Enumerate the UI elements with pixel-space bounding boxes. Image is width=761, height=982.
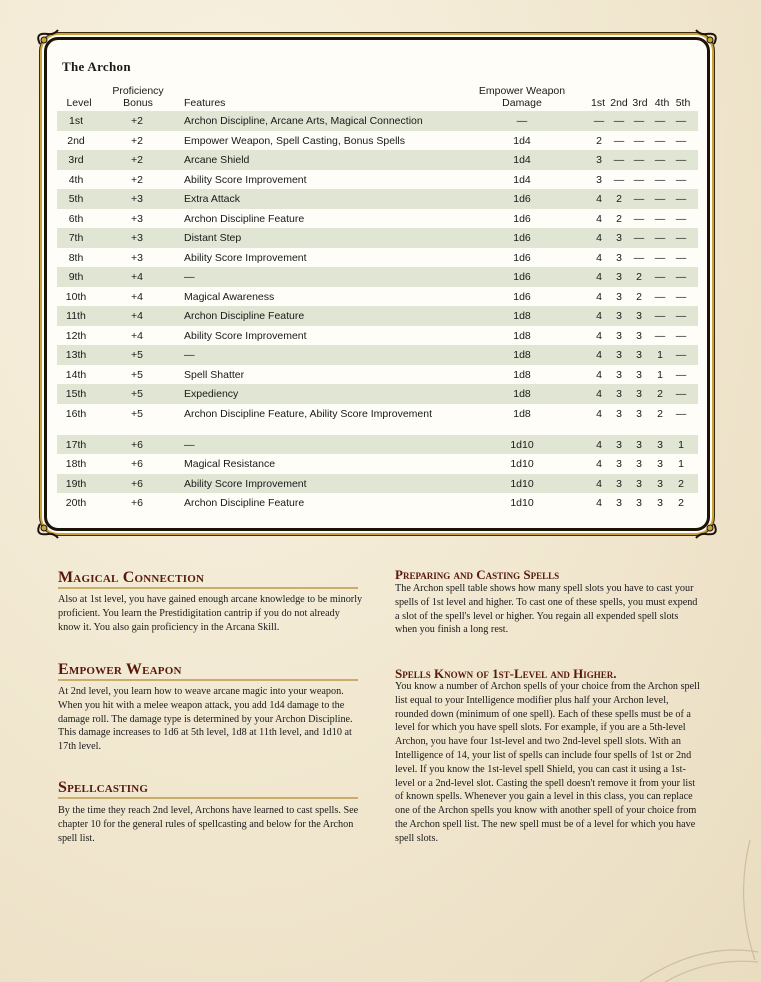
proficiency-cell: +3: [131, 251, 143, 264]
features-cell: Ability Score Improvement: [184, 329, 307, 342]
spells-known-text: You know a number of Archon spells of your choice from the Archon spell list equal to your Intelligence modifier plus half your Archon level, rounded down (minimum of one spell). Each of these spells must be of a level for which you have spell slots. For example, if you are a 5th-level Archon, you have four 1st-level and two 2nd-level spell slots. With an Intelligence of 14, your list of spells can include four spells of 1st or 2nd level. If you know the 1st-level spell Shield, you can cast it using a 1st-level or a 2nd-level slot. Casting the spell doesn't remove it from your list of known spells. Whenever you gain a level in this class, you can replace one of the Archon spells you know with another spell of your choice from the Archon spell list. The new spell must be of a level for which you have spell slots.: [395, 681, 700, 844]
slot-1st-cell: 4: [596, 458, 602, 470]
table-row: [57, 131, 698, 151]
table-row: [57, 345, 698, 365]
proficiency-cell: +2: [131, 173, 143, 186]
table-row: [57, 287, 698, 307]
level-cell: 17th: [65, 438, 87, 451]
damage-cell: 1d6: [513, 212, 531, 225]
damage-cell: 1d6: [513, 232, 531, 244]
slot-2nd-cell: 3: [616, 349, 622, 361]
proficiency-cell: +6: [131, 477, 143, 490]
features-cell: Extra Attack: [184, 193, 241, 205]
proficiency-cell: +5: [131, 368, 143, 381]
damage-cell: 1d8: [513, 329, 531, 342]
slot-5th-cell: —: [675, 310, 687, 322]
slot-5th-cell: —: [675, 349, 687, 361]
slot-2nd-cell: —: [613, 115, 625, 127]
level-cell: 15th: [65, 388, 87, 400]
slot-5th-cell: —: [675, 271, 687, 283]
slot-5th-cell: —: [675, 154, 687, 166]
slot-2nd-cell: —: [613, 154, 625, 166]
slot-1st-cell: 4: [596, 368, 602, 381]
level-cell: 7th: [68, 232, 84, 244]
features-cell: Archon Discipline Feature: [184, 212, 305, 225]
header-slot-1st: 1st: [590, 97, 605, 109]
slot-4th-cell: —: [654, 290, 666, 303]
slot-4th-cell: 2: [657, 388, 663, 400]
table-row: [57, 248, 698, 268]
header-slot-2nd: 2nd: [610, 97, 628, 109]
heading-rule: [58, 587, 358, 589]
damage-cell: —: [516, 115, 528, 127]
slot-3rd-cell: 3: [636, 349, 642, 361]
table-row: [57, 326, 698, 346]
header-slot-5th: 5th: [675, 97, 691, 109]
features-cell: Empower Weapon, Spell Casting, Bonus Spells: [184, 134, 406, 147]
slot-2nd-cell: 2: [616, 212, 622, 225]
damage-cell: 1d8: [513, 310, 531, 322]
slot-3rd-cell: —: [633, 115, 645, 127]
proficiency-cell: +2: [131, 154, 143, 166]
table-row: [57, 454, 698, 474]
slot-3rd-cell: 3: [636, 407, 642, 420]
proficiency-cell: +4: [131, 310, 143, 322]
slot-2nd-cell: 2: [616, 193, 622, 205]
table-title: The Archon: [62, 59, 131, 74]
damage-cell: 1d10: [510, 477, 534, 490]
damage-cell: 1d10: [510, 497, 534, 509]
slot-3rd-cell: 3: [636, 458, 642, 470]
features-cell: Ability Score Improvement: [184, 173, 307, 186]
features-cell: —: [184, 271, 195, 283]
table-row: [57, 474, 698, 494]
damage-cell: 1d8: [513, 388, 531, 400]
table-row: [57, 435, 698, 455]
slot-2nd-cell: 3: [616, 497, 622, 509]
proficiency-cell: +3: [131, 193, 143, 205]
slot-2nd-cell: 3: [616, 232, 622, 244]
slot-1st-cell: 4: [596, 407, 602, 420]
slot-1st-cell: 4: [596, 290, 602, 303]
table-row: [57, 384, 698, 404]
table-row: [57, 306, 698, 326]
slot-5th-cell: —: [675, 134, 687, 147]
slot-4th-cell: —: [654, 251, 666, 264]
proficiency-cell: +5: [131, 349, 143, 361]
slot-3rd-cell: —: [633, 134, 645, 147]
features-cell: Spell Shatter: [184, 368, 245, 381]
proficiency-cell: +6: [131, 497, 143, 509]
level-cell: 12th: [65, 329, 87, 342]
damage-cell: 1d8: [513, 407, 531, 420]
slot-3rd-cell: 3: [636, 388, 642, 400]
slot-5th-cell: —: [675, 193, 687, 205]
slot-1st-cell: 4: [596, 232, 602, 244]
damage-cell: 1d4: [513, 173, 531, 186]
slot-1st-cell: 4: [596, 477, 602, 490]
level-cell: 1st: [68, 115, 83, 127]
slot-5th-cell: —: [675, 115, 687, 127]
damage-cell: 1d6: [513, 290, 531, 303]
slot-3rd-cell: —: [633, 212, 645, 225]
proficiency-cell: +2: [131, 134, 143, 147]
slot-4th-cell: 1: [657, 349, 663, 361]
slot-4th-cell: —: [654, 329, 666, 342]
slot-5th-cell: —: [675, 368, 687, 381]
heading-spells-known: Spells Known of 1st-Level and Higher.: [395, 666, 617, 681]
features-cell: —: [184, 349, 195, 361]
features-cell: Magical Resistance: [184, 458, 276, 470]
level-cell: 18th: [65, 458, 87, 470]
level-cell: 5th: [68, 193, 84, 205]
header-level: Level: [66, 97, 92, 109]
slot-2nd-cell: —: [613, 134, 625, 147]
damage-cell: 1d4: [513, 154, 531, 166]
table-row: [57, 209, 698, 229]
features-cell: Ability Score Improvement: [184, 251, 307, 264]
slot-1st-cell: 4: [596, 438, 602, 451]
slot-5th-cell: —: [675, 290, 687, 303]
preparing-casting-text: The Archon spell table shows how many spell slots you have to cast your spells of 1st level and higher. To cast one of these spells, you must expend a slot of the spell's level or higher. You regain all expended spell slots when you finish a long rest.: [395, 583, 698, 636]
features-cell: Archon Discipline Feature, Ability Score Improvement: [184, 407, 433, 420]
slot-4th-cell: —: [654, 212, 666, 225]
slot-3rd-cell: —: [633, 193, 645, 205]
header-proficiency: [106, 85, 170, 109]
features-cell: Archon Discipline Feature: [184, 310, 305, 322]
header-slot-3rd: 3rd: [632, 97, 648, 109]
slot-5th-cell: —: [675, 251, 687, 264]
proficiency-cell: +6: [131, 458, 143, 470]
slot-1st-cell: 4: [596, 193, 602, 205]
slot-4th-cell: 1: [657, 368, 663, 381]
slot-4th-cell: —: [654, 271, 666, 283]
damage-cell: 1d8: [513, 349, 531, 361]
features-cell: Archon Discipline, Arcane Arts, Magical Connection: [184, 115, 423, 127]
level-cell: 9th: [68, 271, 84, 283]
table-row: [57, 111, 698, 131]
level-cell: 6th: [68, 212, 84, 225]
slot-4th-cell: 3: [657, 458, 663, 470]
table-row: [57, 493, 698, 513]
slot-2nd-cell: 3: [616, 368, 622, 381]
table-row: [57, 228, 698, 248]
level-cell: 13th: [65, 349, 87, 361]
level-cell: 14th: [65, 368, 87, 381]
slot-3rd-cell: —: [633, 232, 645, 244]
features-cell: Archon Discipline Feature: [184, 497, 305, 509]
features-cell: Arcane Shield: [184, 154, 250, 166]
level-cell: 2nd: [67, 134, 85, 147]
slot-2nd-cell: 3: [616, 310, 622, 322]
slot-4th-cell: —: [654, 173, 666, 186]
slot-1st-cell: 4: [596, 251, 602, 264]
proficiency-cell: +3: [131, 232, 143, 244]
slot-2nd-cell: 3: [616, 438, 622, 451]
proficiency-cell: +3: [131, 212, 143, 225]
slot-1st-cell: 3: [596, 173, 602, 186]
slot-3rd-cell: 3: [636, 438, 642, 451]
slot-1st-cell: 4: [596, 388, 602, 400]
damage-cell: 1d10: [510, 458, 534, 470]
damage-cell: 1d6: [513, 251, 531, 264]
slot-1st-cell: 4: [596, 329, 602, 342]
slot-5th-cell: —: [675, 388, 687, 400]
level-cell: 3rd: [68, 154, 84, 166]
header-proficiency-line2: Bonus: [123, 97, 153, 109]
slot-5th-cell: 1: [678, 458, 684, 470]
heading-empower-weapon: Empower Weapon: [58, 661, 182, 678]
proficiency-cell: +6: [131, 438, 143, 451]
slot-4th-cell: —: [654, 115, 666, 127]
slot-4th-cell: —: [654, 232, 666, 244]
slot-4th-cell: —: [654, 310, 666, 322]
slot-3rd-cell: 3: [636, 329, 642, 342]
slot-2nd-cell: 3: [616, 329, 622, 342]
heading-rule: [58, 679, 358, 681]
slot-3rd-cell: —: [633, 154, 645, 166]
features-cell: Distant Step: [184, 232, 242, 244]
slot-2nd-cell: 3: [616, 251, 622, 264]
level-cell: 11th: [66, 310, 86, 322]
proficiency-cell: +4: [131, 329, 143, 342]
slot-1st-cell: —: [593, 115, 605, 127]
proficiency-cell: +4: [131, 271, 143, 283]
features-cell: Magical Awareness: [184, 290, 275, 303]
damage-cell: 1d10: [510, 438, 534, 451]
slot-1st-cell: 4: [596, 310, 602, 322]
slot-2nd-cell: —: [613, 173, 625, 186]
heading-preparing-casting: Preparing and Casting Spells: [395, 567, 560, 582]
proficiency-cell: +2: [131, 115, 143, 127]
slot-1st-cell: 4: [596, 212, 602, 225]
table-row: [57, 365, 698, 385]
slot-5th-cell: —: [675, 173, 687, 186]
slot-1st-cell: 2: [596, 134, 602, 147]
slot-3rd-cell: 3: [636, 497, 642, 509]
proficiency-cell: +4: [131, 290, 143, 303]
header-proficiency-line1: Proficiency: [112, 85, 164, 97]
header-damage-line2: Damage: [502, 97, 542, 109]
slot-5th-cell: —: [675, 407, 687, 420]
slot-2nd-cell: 3: [616, 388, 622, 400]
header-damage: [467, 85, 577, 109]
slot-3rd-cell: —: [633, 251, 645, 264]
damage-cell: 1d8: [513, 368, 531, 381]
heading-spellcasting: Spellcasting: [58, 779, 149, 796]
table-row: [57, 150, 698, 170]
heading-magical-connection: Magical Connection: [58, 569, 205, 586]
slot-1st-cell: 3: [596, 154, 602, 166]
level-cell: 4th: [68, 173, 84, 186]
slot-2nd-cell: 3: [616, 407, 622, 420]
level-cell: 19th: [65, 477, 87, 490]
features-cell: Expediency: [184, 388, 239, 400]
level-cell: 16th: [65, 407, 87, 420]
table-row: [57, 170, 698, 190]
slot-4th-cell: 3: [657, 497, 663, 509]
slot-5th-cell: —: [675, 329, 687, 342]
slot-5th-cell: 2: [678, 497, 684, 509]
level-cell: 8th: [68, 251, 84, 264]
slot-5th-cell: —: [675, 212, 687, 225]
slot-4th-cell: 3: [657, 438, 663, 451]
header-damage-line1: Empower Weapon: [478, 85, 566, 97]
header-slot-4th: 4th: [654, 97, 670, 109]
slot-5th-cell: 1: [678, 438, 684, 451]
slot-4th-cell: —: [654, 154, 666, 166]
slot-1st-cell: 4: [596, 271, 602, 283]
damage-cell: 1d6: [513, 271, 531, 283]
header-features: Features: [184, 97, 226, 109]
magical-connection-text: Also at 1st level, you have gained enough arcane knowledge to be minorly proficient. You learn the Prestidigitation cantrip if you do not already know it. You also gain proficiency in the Arcana Skill.: [58, 594, 363, 633]
slot-4th-cell: 2: [657, 407, 663, 420]
class-table-body: [57, 111, 698, 513]
features-cell: —: [184, 438, 195, 451]
slot-2nd-cell: 3: [616, 477, 622, 490]
level-cell: 20th: [65, 497, 87, 509]
slot-3rd-cell: 2: [636, 290, 642, 303]
slot-4th-cell: —: [654, 193, 666, 205]
table-row: [57, 189, 698, 209]
damage-cell: 1d6: [513, 193, 531, 205]
table-row: [57, 267, 698, 287]
slot-3rd-cell: 3: [636, 477, 642, 490]
slot-3rd-cell: 3: [636, 310, 642, 322]
slot-3rd-cell: 2: [636, 271, 642, 283]
slot-2nd-cell: 3: [616, 290, 622, 303]
slot-1st-cell: 4: [596, 349, 602, 361]
damage-cell: 1d4: [513, 134, 531, 147]
slot-5th-cell: —: [675, 232, 687, 244]
level-cell: 10th: [65, 290, 87, 303]
features-cell: Ability Score Improvement: [184, 477, 307, 490]
spellcasting-text: By the time they reach 2nd level, Archons have learned to cast spells. See chapter 10 for the general rules of spellcasting and below for the Archon spell list.: [58, 805, 359, 844]
slot-1st-cell: 4: [596, 497, 602, 509]
empower-weapon-text: At 2nd level, you learn how to weave arcane magic into your weapon. When you hit with a melee weapon attack, you add 1d4 damage to the damage roll. The damage type is determined by your Archon Discipline. This damage increases to 1d6 at 5th level, 1d8 at 11th level, and 1d10 at 17th level.: [58, 686, 353, 753]
slot-2nd-cell: 3: [616, 271, 622, 283]
slot-3rd-cell: 3: [636, 368, 642, 381]
proficiency-cell: +5: [131, 388, 143, 400]
proficiency-cell: +5: [131, 407, 143, 420]
slot-3rd-cell: —: [633, 173, 645, 186]
slot-2nd-cell: 3: [616, 458, 622, 470]
table-row: [57, 404, 698, 435]
slot-5th-cell: 2: [678, 477, 684, 490]
slot-4th-cell: 3: [657, 477, 663, 490]
heading-rule: [58, 797, 358, 799]
slot-4th-cell: —: [654, 134, 666, 147]
